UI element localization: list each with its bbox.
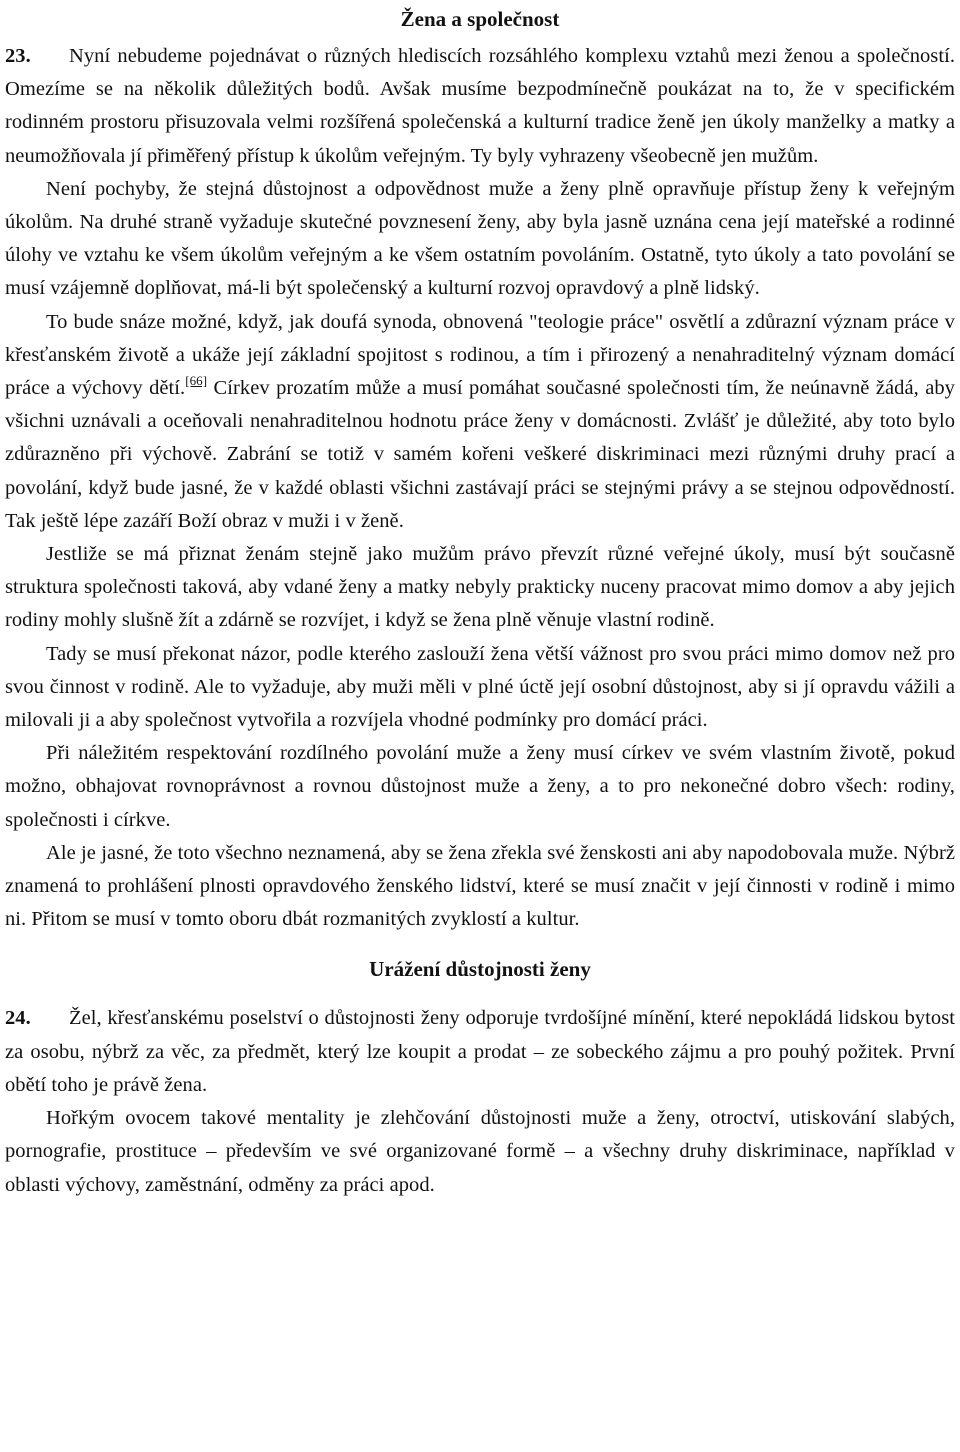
- section-24-paragraph-2: Hořkým ovocem takové mentality je zlehčování důstojnosti muže a ženy, otroctví, utiskování slabých, pornografie, prostituce – především ve své organizované formě – a všechny druhy diskriminace, například v oblasti výchovy, zaměstnání, odměny za práci apod.: [5, 1107, 955, 1196]
- section-subtitle: Urážení důstojnosti ženy: [369, 957, 591, 982]
- section-24-paragraph-1-text: Žel, křesťanskému poselství o důstojnosti ženy odporuje tvrdošíjné mínění, které nepokládá lidskou bytost za osobu, nýbrž za věc, za předmět, který lze koupit a prodat – ze sobeckého zájmu a pro pouhý požitek. První obětí toho je právě žena.: [5, 1007, 955, 1096]
- section-23-paragraph-3-text-after: Církev prozatím může a musí pomáhat současné společnosti tím, že neúnavně žádá, aby všichni uznávali a oceňovali nenahraditelnou hodnotu práce ženy v domácnosti. Zvlášť je důležité, aby toto bylo zdůrazněno při výchově. Zabrání se totiž v samém kořeni veškeré diskriminaci mezi různými druhy prací a povolání, když bude jasné, že v každé oblasti všichni zastávají práci se stejnými právy a se stejnou odpovědností. Tak ještě lépe zazáří Boží obraz v muži i v ženě.: [5, 377, 955, 532]
- section-number-24: 24.: [5, 1007, 31, 1030]
- section-number-23: 23.: [5, 45, 31, 67]
- section-23-paragraph-4: Jestliže se má přiznat ženám stejně jako mužům právo převzít různé veřejné úkoly, musí být současně struktura společnosti taková, aby vdané ženy a matky nebyly prakticky nuceny pracovat mimo domov a aby jejich rodiny mohly slušně žít a zdárně se rozvíjet, i když se žena plně věnuje vlastní rodině.: [5, 543, 955, 632]
- section-23-paragraph-3-text-before: To bude snáze možné, když, jak doufá synoda, obnovená "teologie práce" osvětlí a zdůrazní význam práce v křesťanském životě a ukáže její základní spojitost s rodinou, a tím i přirozený a nenahraditelný význam domácí práce a výchovy dětí.: [5, 310, 955, 400]
- section-23-paragraph-3: [5, 306, 955, 538]
- section-23-paragraph-6: Při náležitém respektování rozdílného povolání muže a ženy musí církev ve svém vlastním životě, pokud možno, obhajovat rovnoprávnost a rovnou důstojnost muže a ženy, a to pro nekonečné dobro všech: rodiny, společnosti i církve.: [5, 742, 955, 831]
- page-title: Žena a společnost: [400, 7, 560, 31]
- section-23-paragraph-1: [5, 40, 955, 173]
- section-24-paragraph-1: [5, 1002, 955, 1102]
- section-23-paragraph-2: Není pochyby, že stejná důstojnost a odpovědnost muže a ženy plně opravňuje přístup ženy k veřejným úkolům. Na druhé straně vyžaduje skutečné povznesení ženy, aby byla jasně uznána cena její mateřské a rodinné úlohy ve vztahu ke všem úkolům veřejným a ke všem ostatním povoláním. Ostatně, tyto úkoly a tato povolání se musí vzájemně doplňovat, má-li být společenský a kulturní rozvoj opravdový a plně lidský.: [5, 177, 955, 300]
- section-23-paragraph-5: Tady se musí překonat názor, podle kterého zaslouží žena větší vážnost pro svou práci mimo domov než pro svou činnost v rodině. Ale to vyžaduje, aby muži měli v plné úctě její osobní důstojnost, aby si jí opravdu vážili a milovali ji a aby společnost vytvořila a rozvíjela vhodné podmínky pro domácí práci.: [5, 642, 955, 732]
- footnote-link-66[interactable]: [66]: [185, 373, 208, 389]
- section-23-paragraph-7: Ale je jasné, že toto všechno neznamená, aby se žena zřekla své ženskosti ani aby napodobovala muže. Nýbrž znamená to prohlášení plnosti opravdového ženského lidství, které se musí značit v její činnosti v rodině i mimo ni. Přitom se musí v tomto oboru dbát rozmanitých zvyklostí a kultur.: [5, 841, 955, 931]
- section-23-paragraph-1-text: Nyní nebudeme pojednávat o různých hlediscích rozsáhlého komplexu vztahů mezi ženou a společností. Omezíme se na několik důležitých bodů. Avšak musíme bezpodmínečně poukázat na to, že v specifickém rodinném prostoru přisuzovala velmi rozšířená společenská a kulturní tradice ženě jen úkoly manželky a matky a neumožňovala jí přiměřený přístup k úkolům veřejným. Ty byly vyhrazeny všeobecně jen mužům.: [5, 45, 955, 167]
